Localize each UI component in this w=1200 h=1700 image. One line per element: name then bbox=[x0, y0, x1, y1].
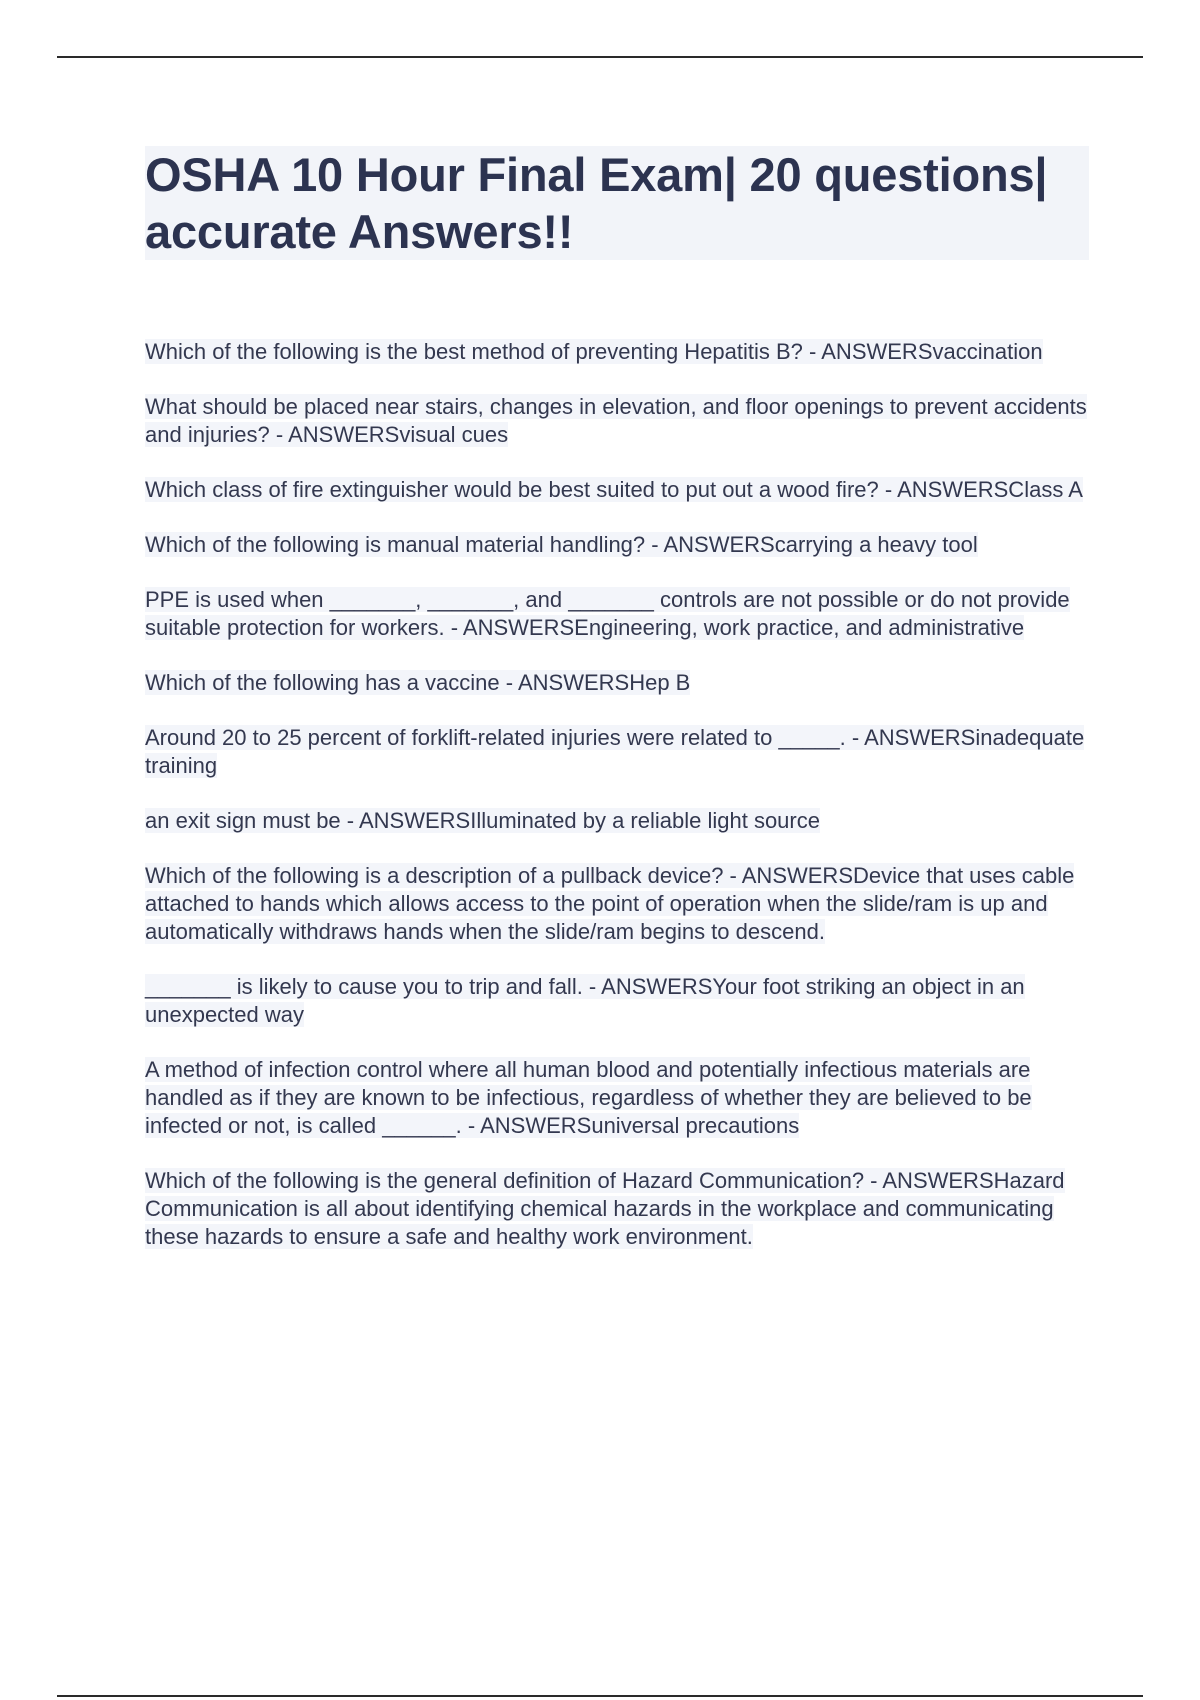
qa-item bbox=[145, 724, 1091, 780]
qa-item bbox=[145, 476, 1091, 504]
qa-item bbox=[145, 1056, 1091, 1140]
qa-text: Around 20 to 25 percent of forklift-related injuries were related to _____. - ANSWERSinadequate training bbox=[145, 725, 1085, 778]
bottom-divider bbox=[57, 1695, 1143, 1697]
qa-text: _______ is likely to cause you to trip and fall. - ANSWERSYour foot striking an object in an unexpected way bbox=[145, 974, 1025, 1027]
qa-text: Which of the following is a description of a pullback device? - ANSWERSDevice that uses cable attached to hands which allows access to the point of operation when the slide/ram is up and automatically withdraws hands when the slide/ram begins to descend. bbox=[145, 863, 1075, 944]
qa-text: Which of the following is manual material handling? - ANSWERScarrying a heavy tool bbox=[145, 532, 978, 557]
qa-item bbox=[145, 531, 1091, 559]
qa-text: Which of the following has a vaccine - ANSWERSHep B bbox=[145, 670, 691, 695]
title-block bbox=[145, 146, 1089, 260]
qa-item bbox=[145, 973, 1091, 1029]
qa-item bbox=[145, 669, 1091, 697]
qa-text: PPE is used when _______, _______, and _______ controls are not possible or do not provide suitable protection for workers. - ANSWERSEngineering, work practice, and administrative bbox=[145, 587, 1070, 640]
qa-text: Which class of fire extinguisher would be best suited to put out a wood fire? - ANSWERSClass A bbox=[145, 477, 1083, 502]
qa-text: What should be placed near stairs, changes in elevation, and floor openings to prevent accidents and injuries? - ANSWERSvisual cues bbox=[145, 394, 1087, 447]
qa-text: an exit sign must be - ANSWERSIlluminated by a reliable light source bbox=[145, 808, 820, 833]
qa-item bbox=[145, 586, 1091, 642]
qa-list bbox=[145, 338, 1091, 1278]
qa-item bbox=[145, 393, 1091, 449]
qa-text: Which of the following is the best method of preventing Hepatitis B? - ANSWERSvaccination bbox=[145, 339, 1043, 364]
top-divider bbox=[57, 56, 1143, 58]
qa-item bbox=[145, 807, 1091, 835]
qa-item bbox=[145, 862, 1091, 946]
qa-text: Which of the following is the general definition of Hazard Communication? - ANSWERSHazard Communication is all about identifying chemical hazards in the workplace and communicating these hazards to ensure a safe and healthy work environment. bbox=[145, 1168, 1065, 1249]
page-title: OSHA 10 Hour Final Exam| 20 questions| accurate Answers!! bbox=[145, 148, 1048, 258]
qa-item bbox=[145, 1167, 1091, 1251]
qa-text: A method of infection control where all human blood and potentially infectious materials are handled as if they are known to be infectious, regardless of whether they are believed to be infected or not, is called ______. - ANSWERSuniversal precautions bbox=[145, 1057, 1032, 1138]
qa-item bbox=[145, 338, 1091, 366]
